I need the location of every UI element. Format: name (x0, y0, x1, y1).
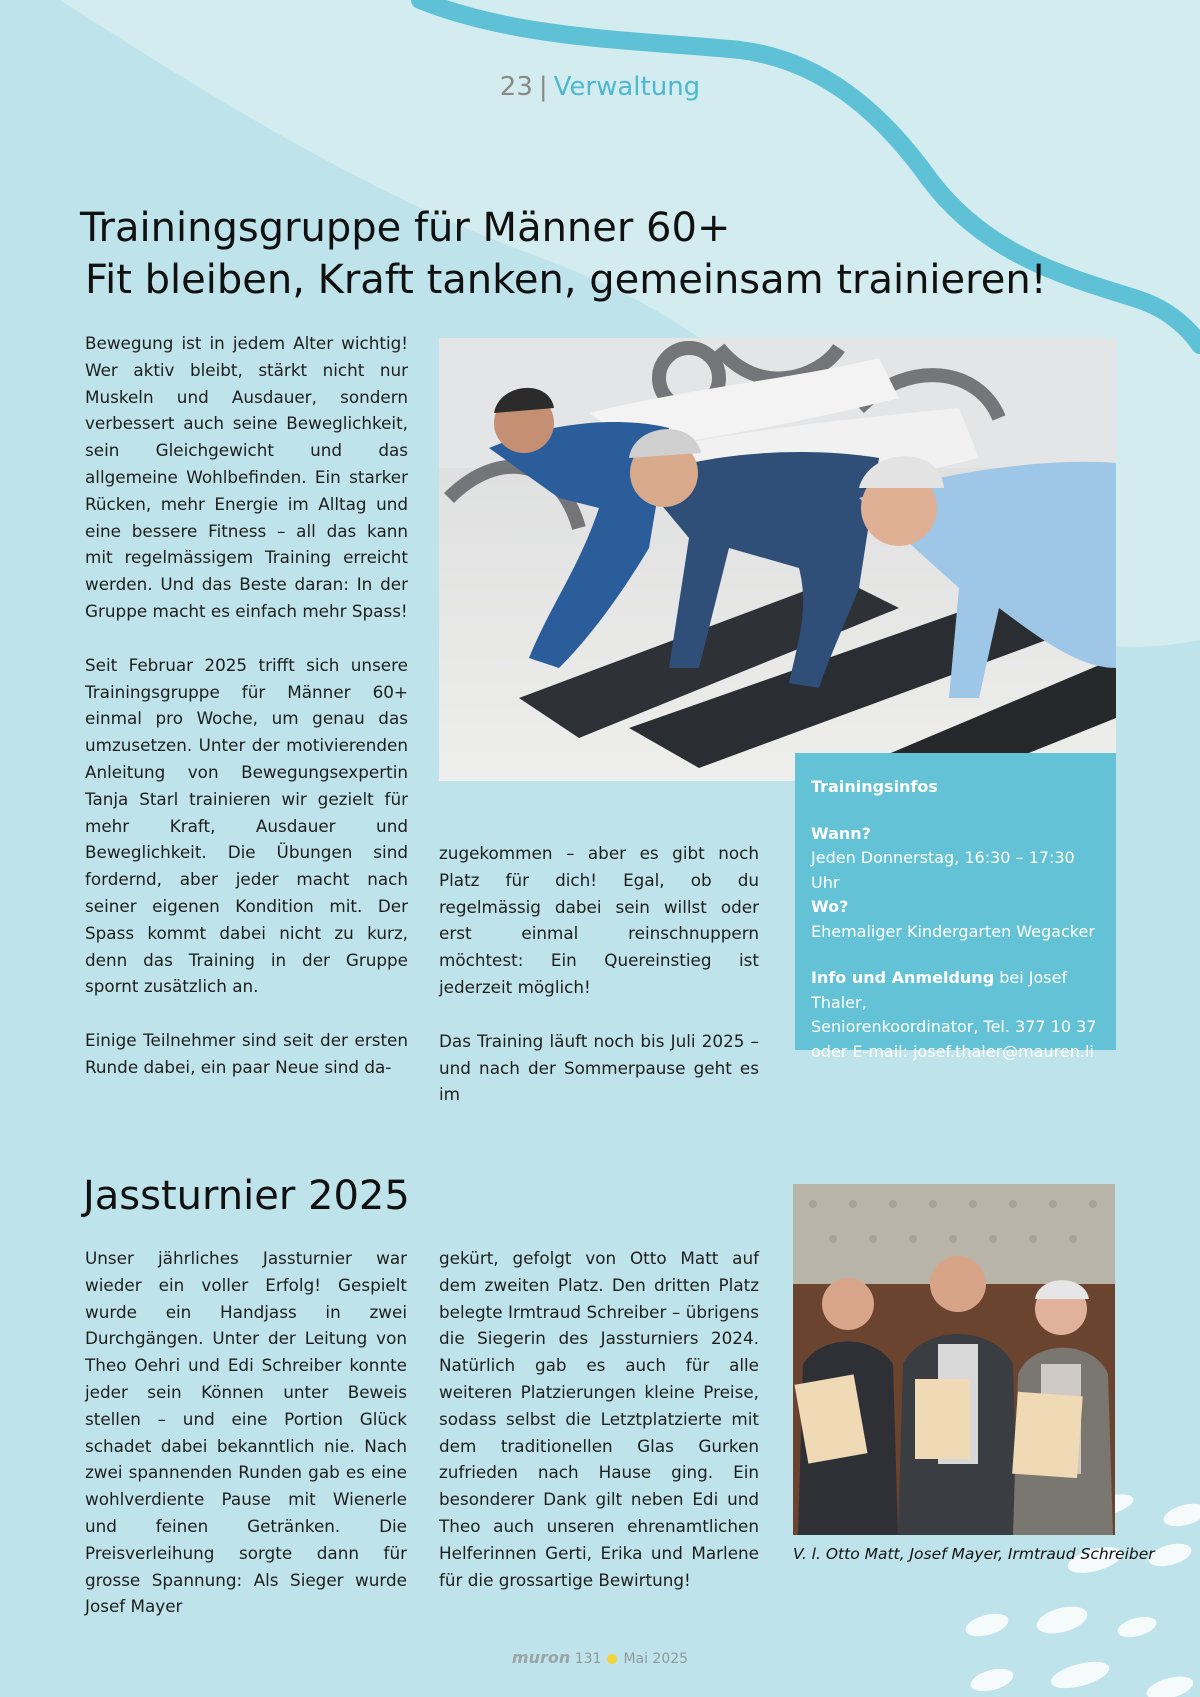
magazine-brand: muron (511, 1648, 571, 1667)
article2-paragraph: gekürt, gefolgt von Otto Matt auf dem zweiten Platz. Den dritten Platz belegte Irmtraud Schreiber – übrigens die Siegerin des Jassturniers 2024. Natürlich gab es auch für alle weiteren Platzierungen kleine Preise, sodass selbst die Letztplatzierte mit dem traditionellen Glas Gurken zufrieden nach Hause ging. Ein besonderer Dank gilt neben Edi und Theo auch unseren ehrenamtlichen Helferinnen Gerti, Erika und Marlene für die grossartige Bewirtung! (439, 1248, 759, 1590)
page-footer (0, 1648, 1200, 1667)
article2-title: Jassturnier 2025 (83, 1173, 410, 1219)
article1-paragraph: Seit Februar 2025 trifft sich unsere Trainingsgruppe für Männer 60+ einmal pro Woche, um genau das umzusetzen. Unter der motivierenden Anleitung von Bewegungsexpertin Tanja Starl trainieren wir gezielt für mehr Kraft, Ausdauer und Beweglichkeit. Die Übungen sind fordernd, aber jeder macht nach seiner eigenen Kondition mit. Der Spass kommt dabei nicht zu kurz, denn das Training in der Gruppe spornt zusätzlich an. (85, 654, 408, 997)
article-subtitle: Fit bleiben, Kraft tanken, gemeinsam trainieren! (85, 257, 1047, 303)
article2-column-1 (85, 1245, 407, 1620)
article1-paragraph: zugekommen – aber es gibt noch Platz für dich! Egal, ob du regelmässig dabei sein willst oder erst einmal reinschnuppern möchtest: Ein Quereinstieg ist jederzeit möglich! (439, 843, 759, 997)
info-text: bei Josef Thaler, (811, 968, 1068, 1012)
when-label: Wann? (811, 823, 871, 843)
issue-date: Mai 2025 (623, 1651, 689, 1667)
where-label: Wo? (811, 897, 849, 916)
when-value: Jeden Donnerstag, 16:30 – 17:30 Uhr (811, 848, 1075, 892)
page-header (0, 72, 1200, 102)
header-separator: | (538, 72, 548, 102)
where-value: Ehemaliger Kindergarten Wegacker (811, 921, 1095, 941)
article1-paragraph: Das Training läuft noch bis Juli 2025 – und nach der Sommerpause geht es im (439, 1030, 759, 1105)
article1-column-2 (439, 840, 759, 1108)
info-label: Info und Anmeldung (811, 968, 995, 987)
article2-column-2 (439, 1245, 759, 1593)
issue-number: 131 (574, 1651, 602, 1667)
info-line-1 (811, 966, 1100, 1015)
training-info-box (795, 753, 1116, 1061)
photo-caption: V. l. Otto Matt, Josef Mayer, Irmtraud Schreiber (793, 1545, 1155, 1563)
article1-paragraph: Einige Teilnehmer sind seit der ersten Runde dabei, ein paar Neue sind da- (85, 1030, 408, 1077)
section-title: Verwaltung (553, 72, 701, 102)
info-line-2: Seniorenkoordinator, Tel. 377 10 37 (811, 1017, 1097, 1036)
article-title: Trainingsgruppe für Männer 60+ (80, 205, 731, 251)
info-line-3: oder E-mail: josef.thaler@mauren.li (811, 1041, 1094, 1061)
footer-dot-icon (607, 1654, 617, 1664)
article1-paragraph: Bewegung ist in jedem Alter wichtig! Wer aktiv bleibt, stärkt nicht nur Muskeln und Ausdauer, sondern verbessert auch seine Beweglichkeit, sein Gleichgewicht und das allgemeine Wohlbefinden. Ein starker Rücken, mehr Energie im Alltag und eine bessere Fitness – all das kann mit regelmässigem Training erreicht werden. Und das Beste daran: In der Gruppe macht es einfach mehr Spass! (85, 333, 408, 621)
page-number: 23 (499, 72, 533, 102)
infobox-heading: Trainingsinfos (811, 777, 938, 796)
jass-winners-photo (793, 1184, 1115, 1535)
training-photo (439, 338, 1116, 781)
article1-column-1 (85, 330, 408, 1081)
article2-paragraph: Unser jährliches Jassturnier war wieder ein voller Erfolg! Gespielt wurde ein Handjass in zwei Durchgängen. Unter der Leitung von Theo Oehri und Edi Schreiber konnte jeder sein Können unter Beweis stellen – und eine Portion Glück schadet dabei bekanntlich nie. Nach zwei spannenden Runden gab es eine wohlverdiente Pause mit Wienerle und feinen Getränken. Die Preisverleihung sorgte dann für grosse Spannung: Als Sieger wurde Josef Mayer (85, 1248, 407, 1617)
